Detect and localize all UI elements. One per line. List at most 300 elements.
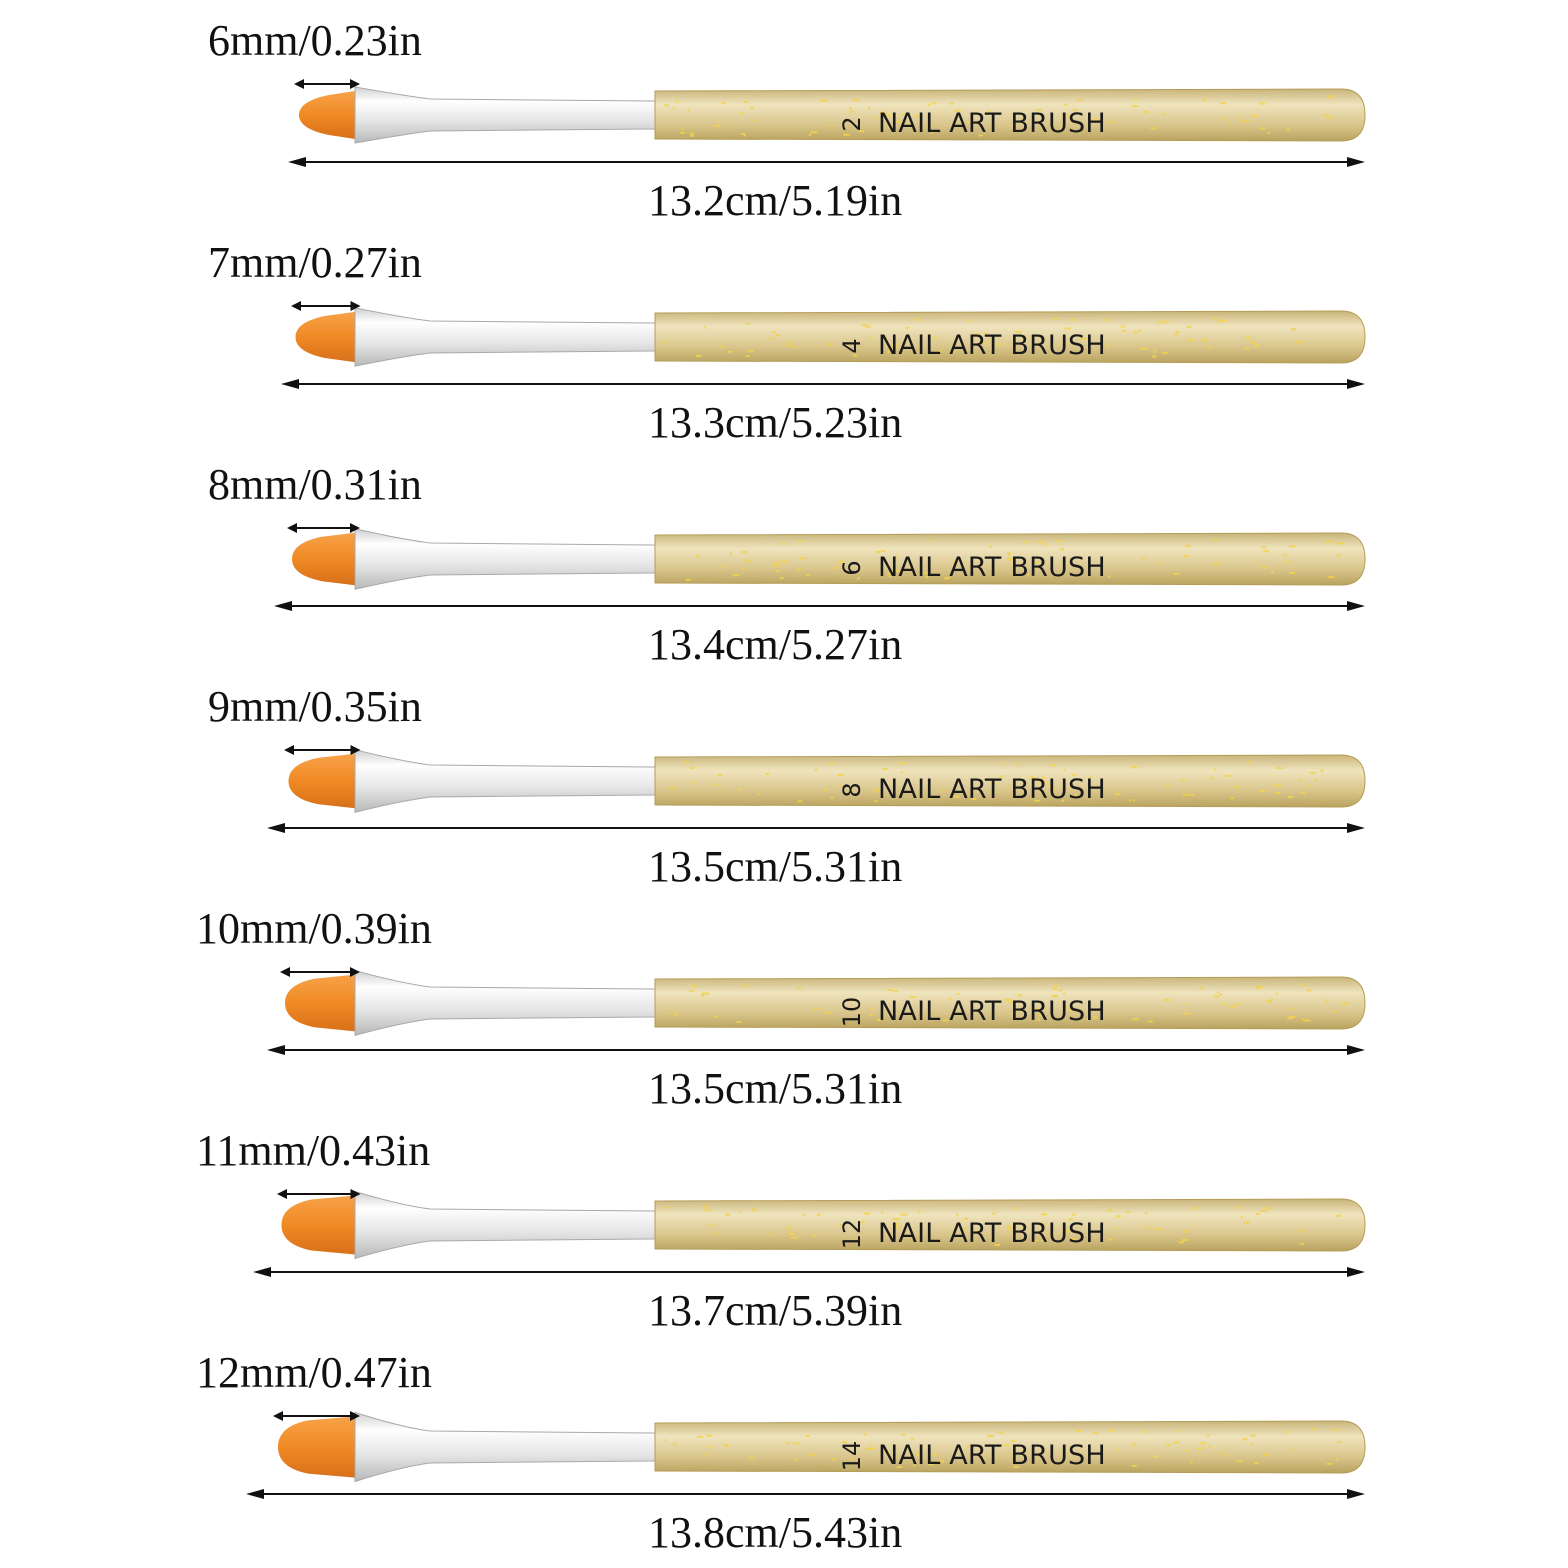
glitter-speck [803, 1214, 806, 1216]
glitter-speck [1329, 117, 1333, 119]
glitter-speck [1265, 1207, 1271, 1209]
glitter-speck [1336, 1458, 1339, 1460]
metal-ferrule [355, 971, 655, 1036]
glitter-speck [1235, 1003, 1241, 1005]
glitter-speck [1301, 984, 1304, 986]
glitter-speck [1024, 541, 1029, 543]
glitter-speck [1131, 766, 1138, 768]
glitter-speck [1191, 1461, 1193, 1463]
length-label: 13.8cm/5.43in [648, 1508, 903, 1557]
glitter-speck [798, 800, 802, 802]
glitter-speck [1140, 348, 1146, 350]
glitter-speck [820, 100, 827, 102]
glitter-speck [754, 119, 757, 121]
glitter-speck [806, 574, 809, 576]
tip-width-arrow [273, 1410, 360, 1422]
length-label: 13.2cm/5.19in [648, 176, 903, 225]
glitter-speck [1121, 325, 1125, 327]
glitter-speck [1183, 794, 1190, 796]
glitter-speck [1236, 1460, 1243, 1462]
size-number-label: 10 [838, 996, 866, 1028]
glitter-speck [1220, 102, 1226, 104]
length-arrow [288, 156, 1365, 168]
brush-row [0, 12, 1568, 234]
bristle-tip [292, 533, 355, 585]
length-arrow [253, 1266, 1365, 1278]
glitter-speck [1146, 1226, 1150, 1228]
glitter-speck [1222, 1003, 1226, 1005]
glitter-speck [1251, 1435, 1256, 1437]
glitter-speck [1277, 767, 1282, 769]
glitter-speck [1289, 545, 1295, 547]
glitter-speck [690, 767, 695, 769]
glitter-speck [1038, 541, 1044, 543]
glitter-speck [899, 762, 904, 764]
glitter-speck [769, 1233, 773, 1235]
glitter-speck [1184, 1231, 1189, 1233]
glitter-speck [1208, 346, 1211, 348]
glitter-speck [1290, 572, 1295, 574]
glitter-speck [1044, 543, 1048, 545]
glitter-speck [863, 1213, 870, 1215]
glitter-speck [1116, 1215, 1121, 1217]
glitter-speck [1212, 564, 1218, 566]
glitter-speck [786, 345, 791, 347]
glitter-speck [1052, 988, 1057, 990]
glitter-speck [675, 100, 678, 102]
glitter-speck [1337, 542, 1344, 544]
glitter-speck [773, 562, 779, 564]
glitter-speck [1242, 1438, 1247, 1440]
glitter-speck [1214, 996, 1220, 998]
glitter-speck [798, 568, 801, 570]
length-arrow [267, 1044, 1365, 1056]
glitter-speck [745, 355, 749, 357]
handle-brand-text: NAIL ART BRUSH [878, 774, 1106, 805]
glitter-speck [1230, 797, 1234, 799]
glitter-speck [931, 539, 934, 541]
glitter-speck [1299, 779, 1303, 781]
glitter-speck [1256, 1213, 1260, 1215]
glitter-speck [769, 338, 773, 340]
glitter-speck [1291, 1448, 1293, 1450]
glitter-speck [823, 789, 827, 791]
glitter-speck [1214, 769, 1216, 771]
length-label: 13.5cm/5.31in [648, 842, 903, 891]
glitter-speck [724, 1444, 729, 1446]
glitter-speck [1075, 1430, 1081, 1432]
glitter-speck [664, 1206, 668, 1208]
glitter-speck [710, 1224, 714, 1226]
glitter-speck [1153, 1456, 1158, 1458]
tip-width-arrow [291, 300, 361, 312]
glitter-speck [788, 341, 791, 343]
glitter-speck [740, 1210, 742, 1212]
glitter-speck [1241, 1216, 1243, 1218]
glitter-speck [1258, 985, 1263, 987]
glitter-speck [741, 551, 747, 553]
tip-width-label: 10mm/0.39in [196, 904, 432, 953]
glitter-speck [1213, 317, 1217, 319]
glitter-speck [812, 1234, 816, 1236]
glitter-speck [1268, 132, 1270, 134]
glitter-speck [1177, 1430, 1180, 1432]
glitter-speck [1283, 554, 1286, 556]
glitter-speck [757, 793, 759, 795]
glitter-speck [1184, 555, 1189, 557]
glitter-speck [797, 540, 803, 542]
glitter-speck [1143, 111, 1148, 113]
glitter-speck [664, 104, 668, 106]
glitter-speck [692, 781, 695, 783]
glitter-speck [1328, 576, 1335, 578]
glitter-speck [713, 1233, 716, 1235]
glitter-speck [1176, 331, 1180, 333]
glitter-speck [740, 112, 743, 114]
glitter-speck [1287, 1017, 1292, 1019]
glitter-speck [1109, 1430, 1116, 1432]
glitter-speck [1263, 550, 1269, 552]
glitter-speck [1314, 779, 1317, 781]
glitter-speck [1150, 127, 1157, 129]
glitter-speck [741, 133, 746, 135]
glitter-speck [1180, 780, 1185, 782]
glitter-speck [748, 350, 754, 352]
tip-width-label: 8mm/0.31in [208, 460, 422, 509]
glitter-speck [1050, 764, 1055, 766]
glitter-speck [793, 1442, 800, 1444]
glitter-speck [704, 327, 707, 329]
glitter-speck [1174, 573, 1180, 575]
glitter-speck [684, 761, 689, 763]
handle-brand-text: NAIL ART BRUSH [878, 108, 1106, 139]
glitter-speck [744, 101, 748, 103]
glitter-speck [1166, 1444, 1170, 1446]
glitter-speck [744, 560, 750, 562]
glitter-speck [1320, 769, 1324, 771]
glitter-speck [1243, 1222, 1250, 1224]
glitter-speck [707, 1435, 713, 1437]
glitter-speck [789, 1233, 794, 1235]
metal-ferrule [355, 750, 655, 813]
glitter-speck [1187, 326, 1192, 328]
glitter-speck [721, 102, 725, 104]
glitter-speck [1213, 540, 1218, 542]
glitter-speck [1274, 784, 1281, 786]
glitter-speck [1287, 128, 1291, 130]
glitter-speck [696, 355, 701, 357]
glitter-speck [689, 990, 694, 992]
brush-row [0, 900, 1568, 1122]
glitter-speck [1275, 792, 1280, 794]
glitter-speck [774, 565, 780, 567]
glitter-speck [1309, 772, 1315, 774]
handle-brand-text: NAIL ART BRUSH [878, 1218, 1106, 1249]
glitter-speck [686, 579, 691, 581]
length-label: 13.4cm/5.27in [648, 620, 903, 669]
glitter-speck [1056, 540, 1061, 542]
glitter-speck [798, 988, 802, 990]
glitter-speck [1192, 1207, 1197, 1209]
glitter-speck [1271, 998, 1274, 1000]
glitter-speck [788, 1231, 790, 1233]
handle-brand-text: NAIL ART BRUSH [878, 552, 1106, 583]
glitter-speck [1164, 999, 1170, 1001]
glitter-speck [725, 1214, 730, 1216]
glitter-speck [1158, 321, 1163, 323]
glitter-speck [1217, 991, 1219, 993]
glitter-speck [1286, 561, 1290, 563]
glitter-speck [1077, 99, 1082, 101]
glitter-speck [1093, 1432, 1098, 1434]
glitter-speck [967, 319, 971, 321]
glitter-speck [1251, 1443, 1253, 1445]
glitter-speck [1179, 1241, 1184, 1243]
glitter-speck [729, 553, 732, 555]
glitter-speck [1236, 1207, 1240, 1209]
glitter-speck [1291, 328, 1296, 330]
glitter-speck [697, 1436, 703, 1438]
glitter-speck [810, 131, 817, 133]
glitter-speck [1240, 119, 1244, 121]
glitter-speck [766, 773, 770, 775]
glitter-speck [1336, 554, 1341, 556]
glitter-speck [723, 566, 726, 568]
glitter-speck [1188, 339, 1194, 341]
glitter-speck [790, 1237, 797, 1239]
glitter-speck [1161, 113, 1165, 115]
glitter-speck [701, 994, 704, 996]
glitter-speck [1153, 351, 1156, 353]
bristle-tip [299, 91, 355, 139]
glitter-speck [854, 99, 860, 101]
glitter-speck [704, 1453, 708, 1455]
glitter-speck [1323, 114, 1329, 116]
glitter-speck [780, 577, 784, 579]
glitter-speck [1222, 116, 1226, 118]
glitter-speck [1199, 1442, 1205, 1444]
metal-ferrule [355, 308, 655, 366]
glitter-speck [1133, 799, 1135, 801]
length-arrow [281, 378, 1365, 390]
glitter-speck [1234, 786, 1239, 788]
glitter-speck [805, 1435, 810, 1437]
glitter-speck [688, 109, 690, 111]
glitter-speck [1312, 1428, 1316, 1430]
glitter-speck [1325, 999, 1328, 1001]
glitter-speck [861, 324, 866, 326]
glitter-speck [1132, 105, 1138, 107]
glitter-speck [809, 1454, 815, 1456]
glitter-speck [1222, 320, 1227, 322]
glitter-speck [1115, 1227, 1118, 1229]
tip-width-arrow [294, 78, 360, 90]
glitter-speck [772, 331, 775, 333]
length-arrow [246, 1488, 1365, 1500]
glitter-speck [815, 769, 818, 771]
glitter-speck [1271, 571, 1274, 573]
glitter-speck [733, 574, 740, 576]
glitter-speck [690, 133, 694, 135]
glitter-speck [673, 1444, 677, 1446]
glitter-speck [1143, 1431, 1147, 1433]
glitter-speck [1122, 330, 1126, 332]
glitter-speck [1260, 1210, 1266, 1212]
glitter-speck [1302, 1018, 1305, 1020]
glitter-speck [1237, 116, 1239, 118]
glitter-speck [863, 1433, 866, 1435]
glitter-speck [1145, 1212, 1148, 1214]
glitter-speck [817, 1214, 821, 1216]
glitter-speck [1324, 1002, 1326, 1004]
glitter-speck [829, 762, 834, 764]
glitter-speck [813, 1009, 815, 1011]
glitter-speck [1132, 1018, 1139, 1020]
glitter-speck [1054, 985, 1057, 987]
glitter-speck [1132, 1444, 1136, 1446]
glitter-speck [674, 1014, 677, 1016]
glitter-speck [1166, 785, 1170, 787]
glitter-speck [1190, 794, 1194, 796]
tip-width-label: 12mm/0.47in [196, 1348, 432, 1397]
bristle-tip [296, 312, 356, 362]
bristle-tip [289, 754, 356, 809]
glitter-speck [703, 1205, 708, 1207]
glitter-speck [720, 346, 724, 348]
glitter-speck [680, 132, 685, 134]
glitter-speck [1330, 540, 1333, 542]
brush-row [0, 1344, 1568, 1566]
glitter-speck [1250, 341, 1257, 343]
glitter-speck [737, 1021, 742, 1023]
length-arrow [267, 822, 1365, 834]
tip-width-label: 11mm/0.43in [196, 1126, 431, 1175]
tip-width-label: 9mm/0.35in [208, 682, 422, 731]
tip-width-arrow [287, 522, 360, 534]
glitter-speck [1288, 796, 1294, 798]
glitter-speck [1157, 562, 1159, 564]
glitter-speck [714, 125, 720, 127]
glitter-speck [1002, 763, 1004, 765]
glitter-speck [1173, 1442, 1180, 1444]
glitter-speck [717, 774, 722, 776]
glitter-speck [728, 351, 732, 353]
glitter-speck [1105, 344, 1110, 346]
glitter-speck [1217, 321, 1222, 323]
tip-width-label: 6mm/0.23in [208, 16, 422, 65]
glitter-speck [1248, 761, 1252, 763]
glitter-speck [1307, 989, 1311, 991]
glitter-speck [1183, 1013, 1190, 1015]
glitter-speck [681, 128, 683, 130]
metal-ferrule [355, 1412, 655, 1481]
glitter-speck [1217, 562, 1221, 564]
glitter-speck [1245, 348, 1249, 350]
glitter-speck [918, 1210, 921, 1212]
glitter-speck [1283, 1431, 1287, 1433]
glitter-speck [721, 788, 723, 790]
glitter-speck [1289, 1008, 1294, 1010]
tip-width-arrow [280, 966, 360, 978]
glitter-speck [1126, 1211, 1130, 1213]
glitter-speck [1266, 1001, 1272, 1003]
glitter-speck [664, 341, 667, 343]
glitter-speck [1336, 1215, 1341, 1217]
glitter-speck [1197, 1447, 1203, 1449]
glitter-speck [1110, 121, 1115, 123]
glitter-speck [809, 134, 812, 136]
glitter-speck [1199, 987, 1203, 989]
glitter-speck [793, 1458, 797, 1460]
glitter-speck [1139, 330, 1141, 332]
tip-width-arrow [277, 1188, 361, 1200]
glitter-speck [1219, 994, 1222, 996]
size-number-label: 8 [838, 782, 866, 798]
glitter-speck [782, 543, 786, 545]
glitter-speck [793, 346, 797, 348]
glitter-speck [1245, 337, 1251, 339]
glitter-speck [1202, 99, 1206, 101]
size-number-label: 4 [838, 338, 866, 354]
brush-row [0, 456, 1568, 678]
glitter-speck [1175, 333, 1178, 335]
glitter-speck [670, 1012, 672, 1014]
glitter-speck [1209, 777, 1213, 779]
size-number-label: 6 [838, 560, 866, 576]
length-label: 13.5cm/5.31in [648, 1064, 903, 1113]
glitter-speck [1229, 1006, 1235, 1008]
glitter-speck [1342, 1002, 1348, 1004]
glitter-speck [782, 561, 788, 563]
glitter-speck [1208, 1446, 1212, 1448]
glitter-speck [1134, 98, 1137, 100]
glitter-speck [1114, 793, 1119, 795]
glitter-speck [1300, 792, 1305, 794]
glitter-speck [1324, 541, 1330, 543]
glitter-speck [749, 1457, 754, 1459]
glitter-speck [1182, 1239, 1189, 1241]
glitter-speck [670, 787, 676, 789]
glitter-speck [1148, 1020, 1153, 1022]
glitter-speck [1155, 1228, 1162, 1230]
glitter-speck [1017, 764, 1020, 766]
glitter-speck [1185, 1450, 1189, 1452]
glitter-speck [1108, 1239, 1112, 1241]
glitter-speck [1259, 790, 1265, 792]
glitter-speck [1014, 1207, 1017, 1209]
glitter-speck [1333, 1011, 1337, 1013]
glitter-speck [1304, 1020, 1310, 1022]
glitter-speck [1327, 1463, 1333, 1465]
glitter-speck [1070, 319, 1075, 321]
brush-row [0, 1122, 1568, 1344]
glitter-speck [1220, 1451, 1223, 1453]
glitter-speck [696, 555, 699, 557]
glitter-speck [1229, 122, 1231, 124]
glitter-speck [888, 989, 893, 991]
glitter-speck [914, 319, 920, 321]
glitter-speck [1251, 115, 1258, 117]
tip-width-arrow [284, 744, 361, 756]
glitter-speck [1262, 546, 1266, 548]
glitter-speck [742, 568, 744, 570]
glitter-speck [1107, 575, 1110, 577]
glitter-speck [776, 570, 780, 572]
glitter-speck [1117, 1449, 1120, 1451]
glitter-speck [1263, 1454, 1269, 1456]
glitter-speck [738, 788, 742, 790]
glitter-speck [713, 783, 718, 785]
